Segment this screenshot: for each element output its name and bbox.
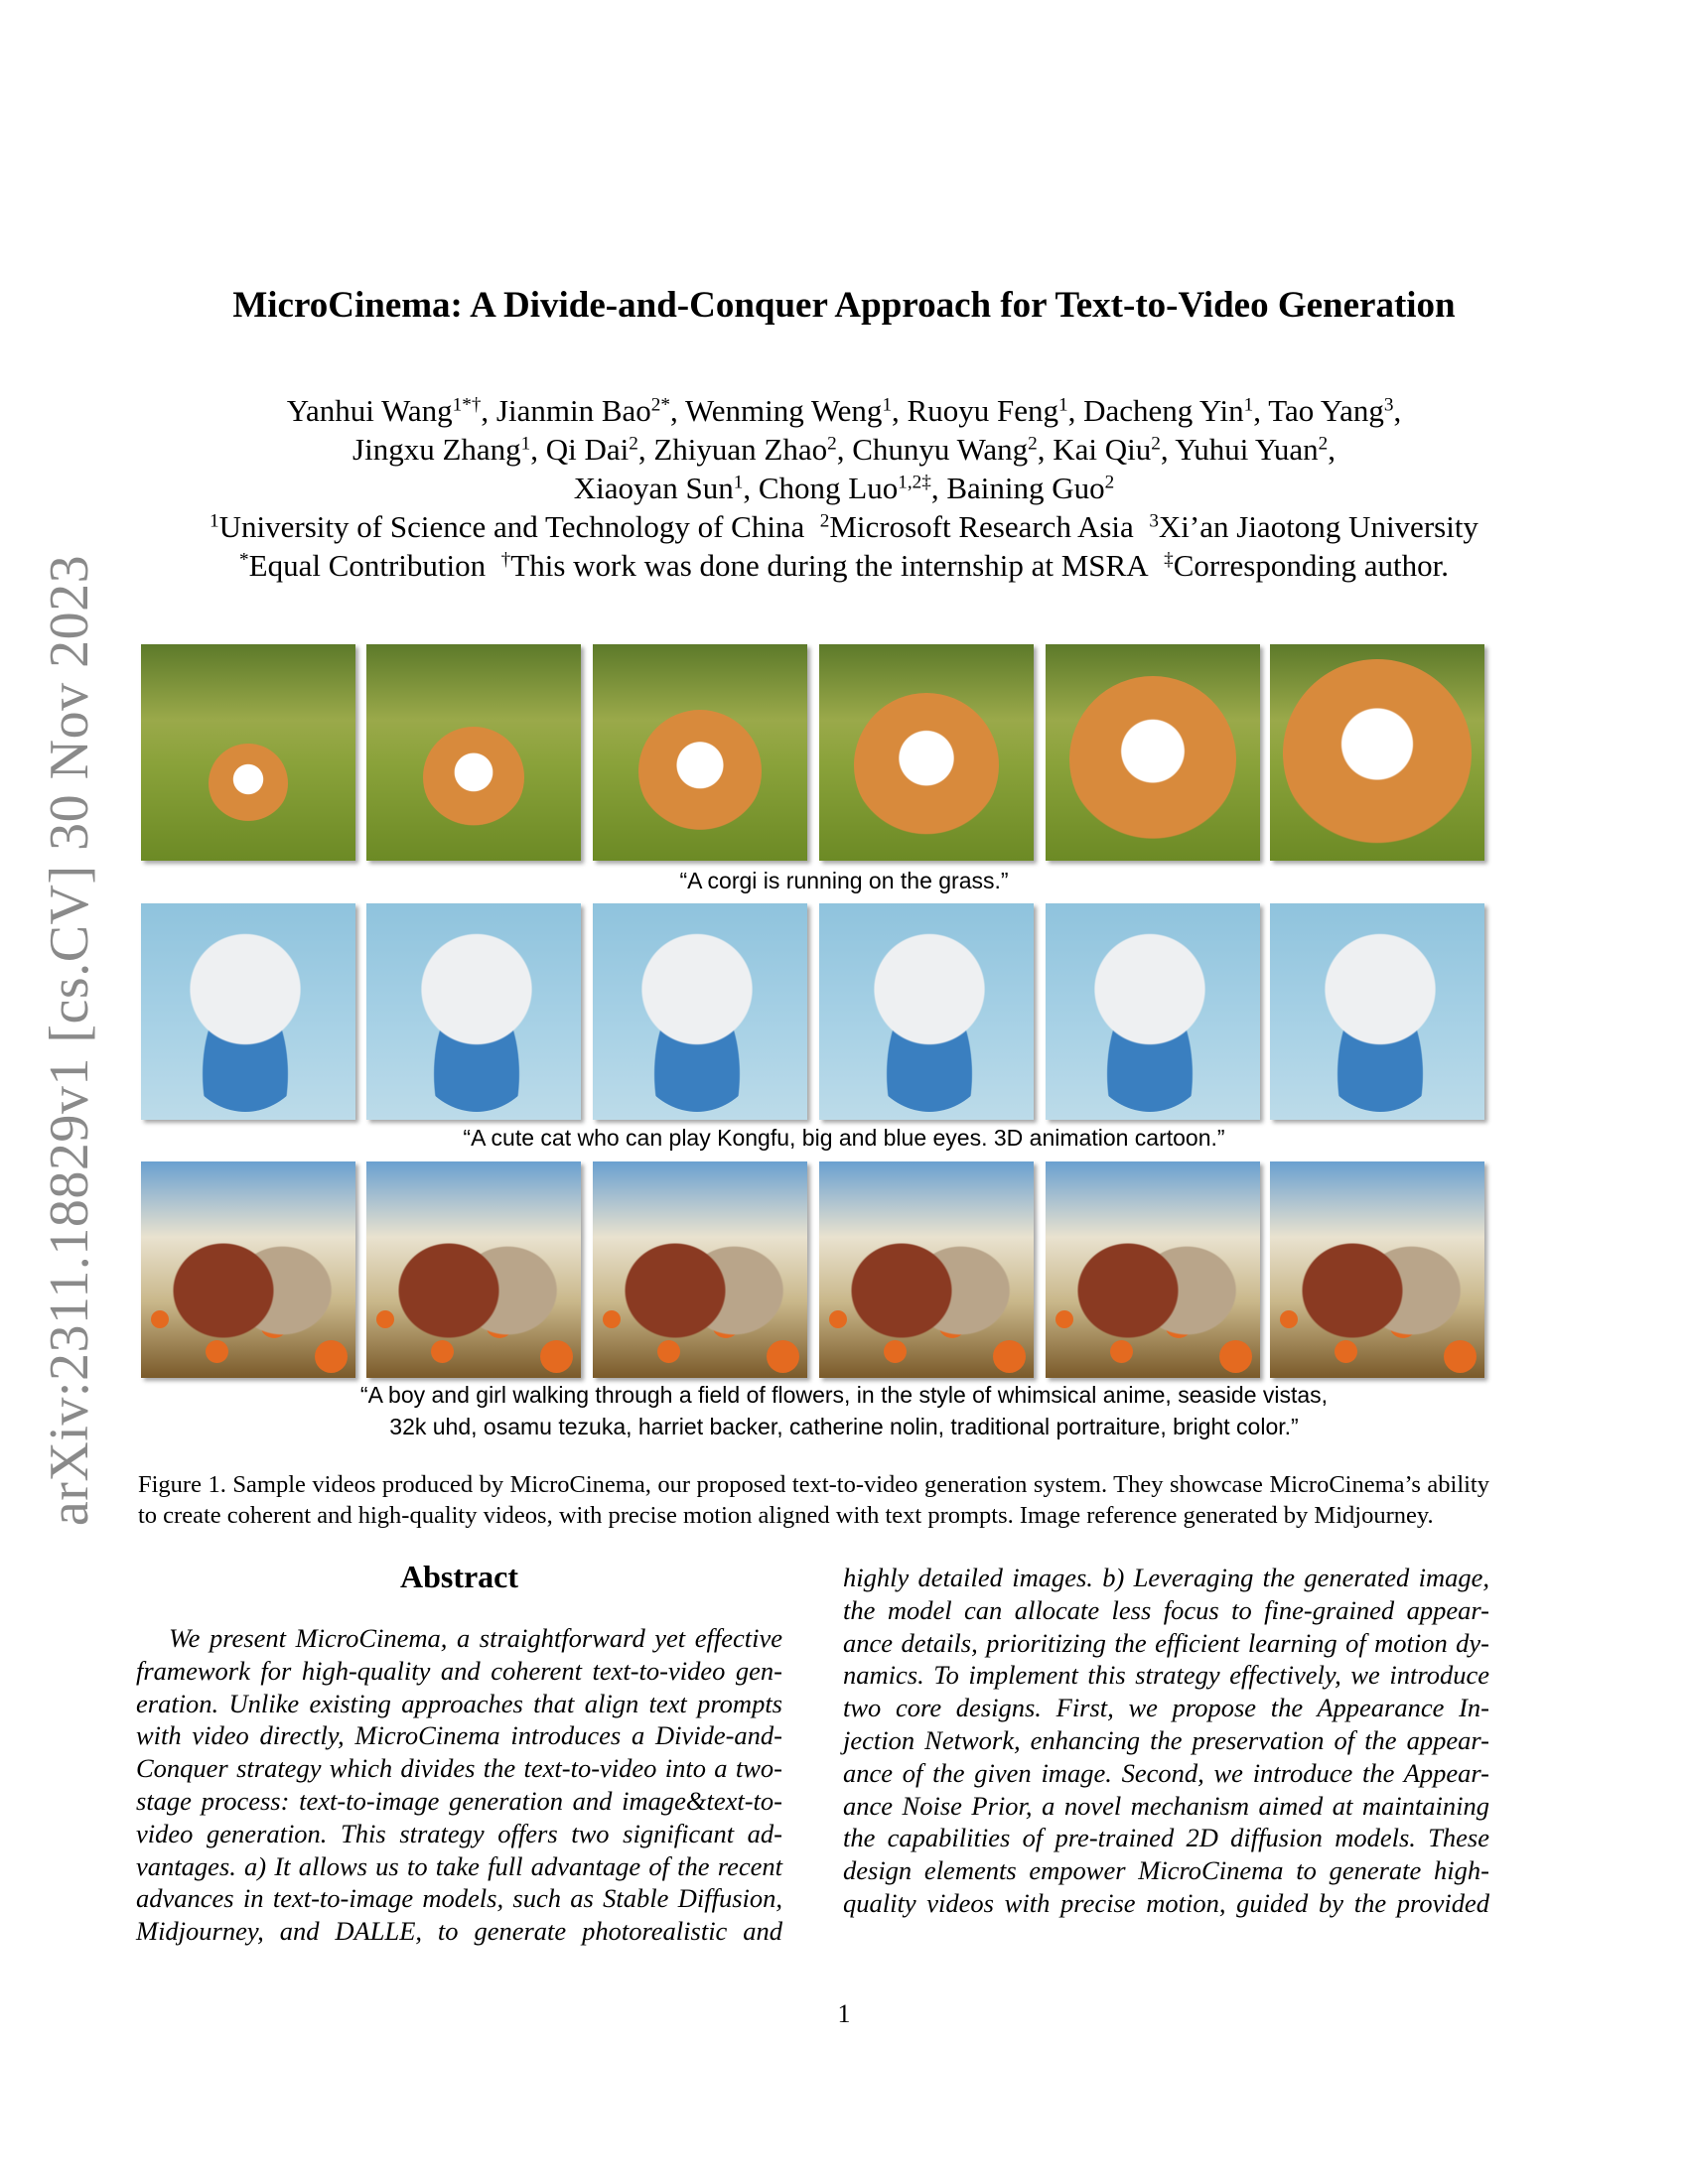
- figure-row-cat: [141, 903, 1487, 1120]
- abstract-line: quality videos with precise motion, guided by the provided: [843, 1887, 1489, 1918]
- superscript-marker: 2: [1104, 472, 1115, 493]
- superscript-marker: 3: [1383, 394, 1394, 416]
- abstract-line: namics. To implement this strategy effectively, we introduce: [843, 1660, 1489, 1691]
- abstract-line: with video directly, MicroCinema introduces a Divide-and-: [136, 1720, 782, 1751]
- flower: [540, 1340, 573, 1373]
- corgi-subject: [854, 693, 999, 838]
- video-frame-6: [1270, 903, 1484, 1120]
- superscript-marker: 3: [1149, 510, 1159, 532]
- note-item: [501, 548, 1149, 583]
- note-text: University of Science and Technology of China: [218, 509, 805, 544]
- note-text: Equal Contribution: [248, 548, 487, 583]
- author-name: Chunyu Wang: [852, 432, 1029, 467]
- author: [653, 432, 836, 467]
- author-notes: [0, 546, 1688, 585]
- author: [1083, 393, 1253, 428]
- superscript-marker: 1: [733, 472, 744, 493]
- author-name: Dacheng Yin: [1083, 393, 1244, 428]
- superscript-marker: †: [500, 549, 511, 571]
- note-item: [820, 509, 1134, 544]
- video-frame-4: [819, 644, 1034, 861]
- superscript-marker: 2: [1028, 433, 1038, 455]
- superscript-marker: 1: [1057, 394, 1068, 416]
- prompt-caption: “A boy and girl walking through a field of flowers, in the style of whimsical anime, seaside vistas,: [359, 1382, 1329, 1408]
- superscript-marker: 2*: [650, 394, 670, 416]
- affiliations: [0, 507, 1688, 546]
- cat-subject: [171, 923, 320, 1112]
- superscript-marker: 2: [1151, 433, 1161, 455]
- video-frame-2: [366, 903, 581, 1120]
- figure-row-corgi: [141, 644, 1487, 861]
- figure-row-flowers: [141, 1161, 1487, 1378]
- arxiv-stamp: arXiv:2311.18829v1 [cs.CV] 30 Nov 2023: [39, 554, 100, 1527]
- author: [1175, 432, 1328, 467]
- author-name: Yanhui Wang: [286, 393, 453, 428]
- abstract-line: design elements empower MicroCinema to generate high-: [843, 1855, 1489, 1886]
- author: [1268, 393, 1393, 428]
- author: [352, 432, 530, 467]
- video-frame-1: [141, 903, 355, 1120]
- kids-subject: [161, 1181, 340, 1378]
- abstract-left-column: [136, 1622, 782, 1948]
- video-frame-5: [1046, 644, 1260, 861]
- author-name: Qi Dai: [545, 432, 630, 467]
- prompt-caption: “A cute cat who can play Kongfu, big and blue eyes. 3D animation cartoon.”: [463, 1125, 1225, 1151]
- corgi-subject: [638, 710, 762, 833]
- video-frame-6: [1270, 644, 1484, 861]
- abstract-line: video generation. This strategy offers two significant ad-: [136, 1818, 782, 1848]
- note-item: [239, 548, 486, 583]
- author: [546, 432, 638, 467]
- video-frame-3: [593, 903, 807, 1120]
- author: [946, 471, 1114, 505]
- abstract-line: eration. Unlike existing approaches that align text prompts: [136, 1688, 782, 1718]
- prompt-caption: 32k uhd, osamu tezuka, harriet backer, catherine nolin, traditional portraiture, bright color.”: [389, 1414, 1299, 1439]
- author: [685, 393, 892, 428]
- flower: [993, 1340, 1026, 1373]
- author: [496, 393, 670, 428]
- author: [287, 393, 482, 428]
- kids-subject: [613, 1181, 791, 1378]
- video-frame-3: [593, 1161, 807, 1378]
- author-name: Zhiyuan Zhao: [653, 432, 828, 467]
- flower: [767, 1340, 799, 1373]
- author-name: Baining Guo: [946, 471, 1105, 505]
- superscript-marker: 2: [827, 433, 837, 455]
- abstract-line: ance details, prioritizing the efficient learning of motion dy-: [843, 1627, 1489, 1658]
- paper-title: MicroCinema: A Divide-and-Conquer Approach for Text-to-Video Generation: [232, 285, 1456, 326]
- video-frame-5: [1046, 1161, 1260, 1378]
- abstract-line: We present MicroCinema, a straightforward yet effective: [169, 1623, 782, 1653]
- author-name: Tao Yang: [1268, 393, 1384, 428]
- flower: [1219, 1340, 1252, 1373]
- video-frame-5: [1046, 903, 1260, 1120]
- author: [759, 471, 931, 505]
- note-text: This work was done during the internship at MSRA: [510, 548, 1149, 583]
- abstract-line: Conquer strategy which divides the text-to-video into a two-: [136, 1753, 782, 1784]
- video-frame-1: [141, 644, 355, 861]
- caption-line: Figure 1. Sample videos produced by MicroCinema, our proposed text-to-video generation system. They showcase MicroCinema’s ability: [138, 1471, 1489, 1498]
- note-item: [1149, 509, 1478, 544]
- superscript-marker: 1,2‡: [898, 472, 931, 493]
- author-name: Ruoyu Feng: [907, 393, 1058, 428]
- abstract-line: two core designs. First, we propose the Appearance In-: [843, 1693, 1489, 1723]
- abstract-line: jection Network, enhancing the preservation of the appear-: [843, 1724, 1489, 1755]
- superscript-marker: 2: [819, 510, 830, 532]
- cat-subject: [1075, 923, 1224, 1112]
- author-name: Wenming Weng: [684, 393, 883, 428]
- cat-subject: [855, 923, 1004, 1112]
- author-line: Jingxu Zhang$^1$, Qi Dai$^2$, Zhiyuan Zhao$^2$, Chunyu Wang$^2$, Kai Qiu$^2$, Yuhui Yuan$^2$,: [352, 432, 1336, 467]
- abstract-line: advances in text-to-image models, such as Stable Diffusion,: [136, 1883, 782, 1914]
- abstract-line: vantages. a) It allows us to take full advantage of the recent: [136, 1850, 782, 1881]
- note-text: Xi’an Jiaotong University: [1158, 509, 1478, 544]
- flower: [315, 1340, 348, 1373]
- corgi-subject: [209, 744, 288, 823]
- author-name: Chong Luo: [758, 471, 899, 505]
- note-item: [210, 509, 804, 544]
- kids-subject: [1290, 1181, 1469, 1378]
- abstract-line: stage process: text-to-image generation and image&text-to-: [136, 1785, 782, 1816]
- kids-subject: [386, 1181, 565, 1378]
- author-name: Xiaoyan Sun: [573, 471, 734, 505]
- note-text: Microsoft Research Asia: [829, 509, 1134, 544]
- video-frame-4: [819, 1161, 1034, 1378]
- abstract-line: ance of the given image. Second, we introduce the Appear-: [843, 1757, 1489, 1788]
- superscript-marker: 1: [520, 433, 531, 455]
- abstract-line: highly detailed images. b) Leveraging the generated image,: [843, 1563, 1489, 1592]
- abstract-line: framework for high-quality and coherent text-to-video gen-: [136, 1655, 782, 1686]
- superscript-marker: 2: [629, 433, 638, 455]
- author: [908, 393, 1068, 428]
- author: [574, 471, 744, 505]
- page-number: 1: [837, 1999, 851, 2028]
- author: [852, 432, 1038, 467]
- abstract-heading: Abstract: [399, 1559, 519, 1594]
- author-name: Kai Qiu: [1053, 432, 1152, 467]
- abstract-line: the capabilities of pre-trained 2D diffusion models. These: [843, 1823, 1489, 1853]
- figure-caption: [138, 1469, 1489, 1531]
- author: [1053, 432, 1161, 467]
- video-frame-1: [141, 1161, 355, 1378]
- superscript-marker: 1*†: [452, 394, 482, 416]
- kids-subject: [839, 1181, 1018, 1378]
- cat-subject: [1306, 923, 1455, 1112]
- corgi-subject: [1283, 659, 1472, 848]
- note-item: [1164, 548, 1449, 583]
- video-frame-6: [1270, 1161, 1484, 1378]
- abstract-line: ance Noise Prior, a novel mechanism aimed at maintaining: [843, 1790, 1489, 1821]
- superscript-marker: ‡: [1164, 549, 1174, 571]
- kids-subject: [1065, 1181, 1244, 1378]
- corgi-subject: [423, 727, 524, 828]
- author-name: Jingxu Zhang: [352, 432, 521, 467]
- abstract-line: the model can allocate less focus to fine-grained appear-: [843, 1594, 1489, 1625]
- prompt-caption: “A corgi is running on the grass.”: [679, 868, 1009, 893]
- author-line: Yanhui Wang$^{1*\dagger}$, Jianmin Bao$^{2*}$, Wenming Weng$^1$, Ruoyu Feng$^1$, Dacheng Yin$^1$, Tao Yang$^3$,: [286, 393, 1402, 428]
- superscript-marker: 1: [882, 394, 893, 416]
- author-line: Xiaoyan Sun$^1$, Chong Luo$^{1,2\ddagger}$, Baining Guo$^2$: [573, 471, 1115, 505]
- corgi-subject: [1069, 676, 1236, 843]
- video-frame-2: [366, 644, 581, 861]
- author-name: Yuhui Yuan: [1175, 432, 1319, 467]
- superscript-marker: 1: [210, 510, 219, 532]
- abstract-right-column: [843, 1562, 1489, 1920]
- cat-subject: [402, 923, 551, 1112]
- superscript-marker: *: [239, 549, 249, 571]
- note-text: Corresponding author.: [1173, 548, 1449, 583]
- cat-subject: [623, 923, 772, 1112]
- video-frame-3: [593, 644, 807, 861]
- superscript-marker: 2: [1318, 433, 1329, 455]
- abstract-line: Midjourney, and DALLE, to generate photorealistic and: [136, 1916, 782, 1947]
- video-frame-2: [366, 1161, 581, 1378]
- caption-line: to create coherent and high-quality videos, with precise motion aligned with text prompts. Image reference generated by Midjourney.: [138, 1502, 1434, 1529]
- superscript-marker: 1: [1243, 394, 1254, 416]
- video-frame-4: [819, 903, 1034, 1120]
- flower: [1444, 1340, 1477, 1373]
- author-name: Jianmin Bao: [495, 393, 651, 428]
